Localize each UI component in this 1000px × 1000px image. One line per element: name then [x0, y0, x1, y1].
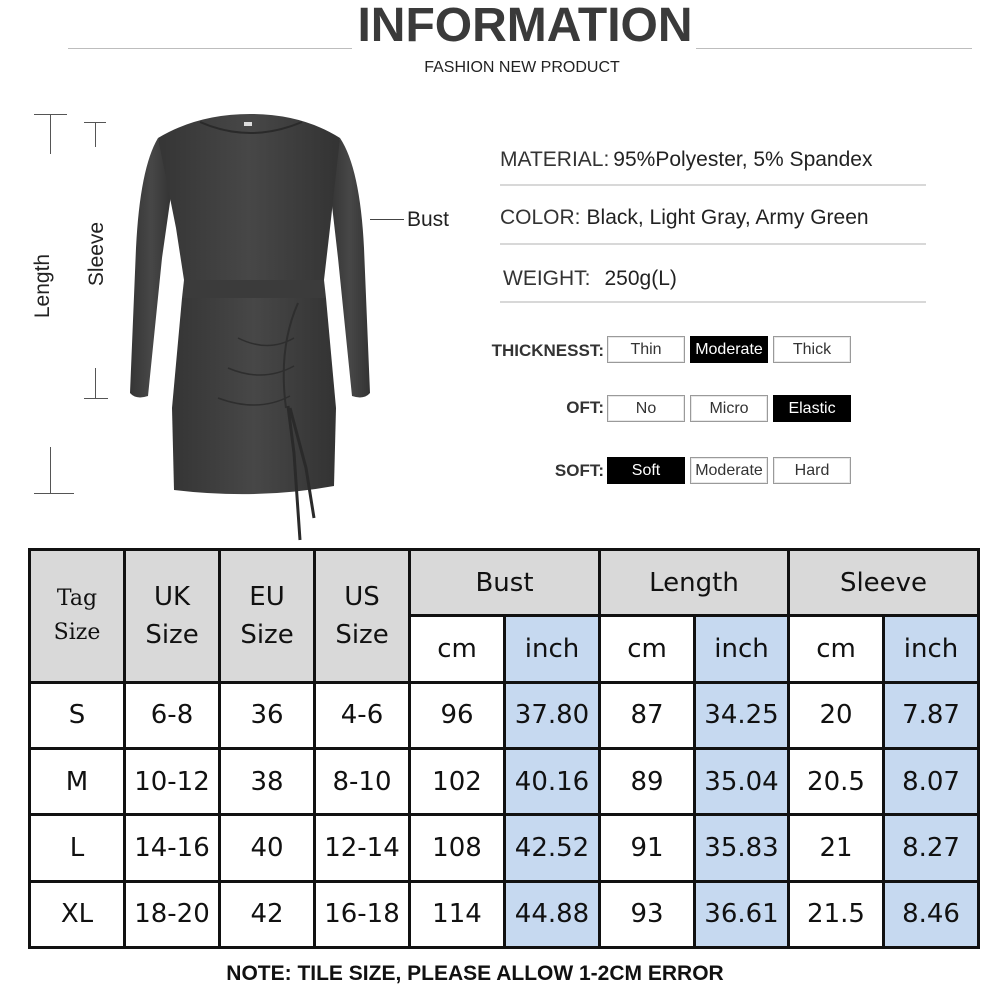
- cell-sleeve-inch: 8.46: [884, 881, 979, 947]
- cell-uk: 18-20: [125, 881, 220, 947]
- length-label: Length: [31, 253, 54, 319]
- cell-tag: M: [30, 748, 125, 814]
- weight-spec: [503, 267, 677, 291]
- oft-option-elastic: Elastic: [773, 395, 851, 422]
- cell-length-inch: 35.04: [695, 748, 789, 814]
- cell-bust-inch: 40.16: [505, 748, 600, 814]
- material-spec: [500, 148, 872, 172]
- cell-us: 12-14: [315, 815, 410, 881]
- cell-length-inch: 36.61: [695, 881, 789, 947]
- material-value: 95%Polyester, 5% Spandex: [613, 148, 873, 171]
- cell-length-cm: 87: [600, 682, 695, 748]
- soft-option-hard: Hard: [773, 457, 851, 484]
- header-uk-size: [125, 550, 220, 683]
- header-us-size-text: US Size: [335, 581, 389, 650]
- weight-key: WEIGHT:: [503, 267, 591, 290]
- dress-product-image: [118, 108, 383, 548]
- cell-length-cm: 91: [600, 815, 695, 881]
- cell-bust-cm: 102: [410, 748, 505, 814]
- sleeve-inch-header: inch: [884, 616, 979, 682]
- color-rule: [500, 243, 926, 245]
- weight-value: 250g(L): [604, 267, 677, 290]
- cell-tag: XL: [30, 881, 125, 947]
- cell-bust-cm: 96: [410, 682, 505, 748]
- table-row: [30, 748, 979, 814]
- soft-option-moderate: Moderate: [690, 457, 768, 484]
- bust-label: Bust: [407, 208, 450, 231]
- cell-sleeve-cm: 20: [789, 682, 884, 748]
- cell-bust-cm: 114: [410, 881, 505, 947]
- cell-bust-inch: 37.80: [505, 682, 600, 748]
- cell-bust-inch: 42.52: [505, 815, 600, 881]
- cell-length-inch: 35.83: [695, 815, 789, 881]
- header-rule-left: [68, 48, 352, 49]
- cell-uk: 14-16: [125, 815, 220, 881]
- sleeve-mark-bottom-tick: [84, 398, 108, 399]
- header-uk-size-text: UK Size: [145, 581, 199, 650]
- header-eu-size: [220, 550, 315, 683]
- oft-option-no: No: [607, 395, 685, 422]
- length-cm-header: cm: [600, 616, 695, 682]
- cell-length-cm: 89: [600, 748, 695, 814]
- length-mark-bottom-line: [50, 447, 51, 493]
- cell-eu: 42: [220, 881, 315, 947]
- material-rule: [500, 184, 926, 186]
- size-chart-table: [28, 548, 980, 949]
- length-mark-bottom-tick: [34, 493, 74, 494]
- cell-tag: L: [30, 815, 125, 881]
- cell-length-inch: 34.25: [695, 682, 789, 748]
- oft-option-micro: Micro: [690, 395, 768, 422]
- cell-uk: 6-8: [125, 682, 220, 748]
- cell-sleeve-cm: 21.5: [789, 881, 884, 947]
- header-tag-size: [30, 550, 125, 683]
- bust-inch-header: inch: [505, 616, 600, 682]
- size-note: NOTE: TILE SIZE, PLEASE ALLOW 1-2CM ERROR: [226, 962, 724, 985]
- page-subtitle: FASHION NEW PRODUCT: [424, 59, 620, 76]
- color-value: Black, Light Gray, Army Green: [586, 206, 869, 229]
- soft-label: SOFT:: [554, 461, 604, 480]
- header-rule-right: [696, 48, 972, 49]
- table-header-row: [30, 550, 979, 616]
- oft-label: OFT:: [566, 398, 604, 417]
- sleeve-mark-top-line: [95, 122, 96, 147]
- cell-us: 8-10: [315, 748, 410, 814]
- color-key: COLOR:: [500, 206, 581, 229]
- header-us-size: [315, 550, 410, 683]
- cell-sleeve-inch: 8.07: [884, 748, 979, 814]
- thickness-option-moderate: Moderate: [690, 336, 768, 363]
- weight-rule: [500, 301, 926, 303]
- sleeve-cm-header: cm: [789, 616, 884, 682]
- table-row: [30, 682, 979, 748]
- cell-eu: 40: [220, 815, 315, 881]
- cell-sleeve-inch: 8.27: [884, 815, 979, 881]
- bust-pointer-line: [370, 219, 404, 220]
- table-row: [30, 881, 979, 947]
- length-inch-header: inch: [695, 616, 789, 682]
- sleeve-mark-bottom-line: [95, 368, 96, 398]
- thickness-label: THICKNESST:: [491, 341, 604, 360]
- header-length: Length: [600, 550, 789, 616]
- cell-eu: 36: [220, 682, 315, 748]
- cell-bust-inch: 44.88: [505, 881, 600, 947]
- bust-cm-header: cm: [410, 616, 505, 682]
- header-sleeve: Sleeve: [789, 550, 979, 616]
- length-mark-top-line: [50, 114, 51, 154]
- cell-us: 4-6: [315, 682, 410, 748]
- cell-uk: 10-12: [125, 748, 220, 814]
- material-key: MATERIAL:: [500, 148, 610, 171]
- page-title: INFORMATION: [357, 0, 693, 52]
- cell-us: 16-18: [315, 881, 410, 947]
- thickness-option-thin: Thin: [607, 336, 685, 363]
- sleeve-label: Sleeve: [85, 221, 108, 287]
- header-bust: Bust: [410, 550, 600, 616]
- cell-bust-cm: 108: [410, 815, 505, 881]
- header-tag-size-text: Tag Size: [53, 585, 101, 645]
- color-spec: [500, 206, 869, 230]
- cell-eu: 38: [220, 748, 315, 814]
- cell-tag: S: [30, 682, 125, 748]
- thickness-option-thick: Thick: [773, 336, 851, 363]
- table-row: [30, 815, 979, 881]
- cell-length-cm: 93: [600, 881, 695, 947]
- cell-sleeve-inch: 7.87: [884, 682, 979, 748]
- cell-sleeve-cm: 21: [789, 815, 884, 881]
- header-eu-size-text: EU Size: [240, 581, 294, 650]
- soft-option-soft: Soft: [607, 457, 685, 484]
- cell-sleeve-cm: 20.5: [789, 748, 884, 814]
